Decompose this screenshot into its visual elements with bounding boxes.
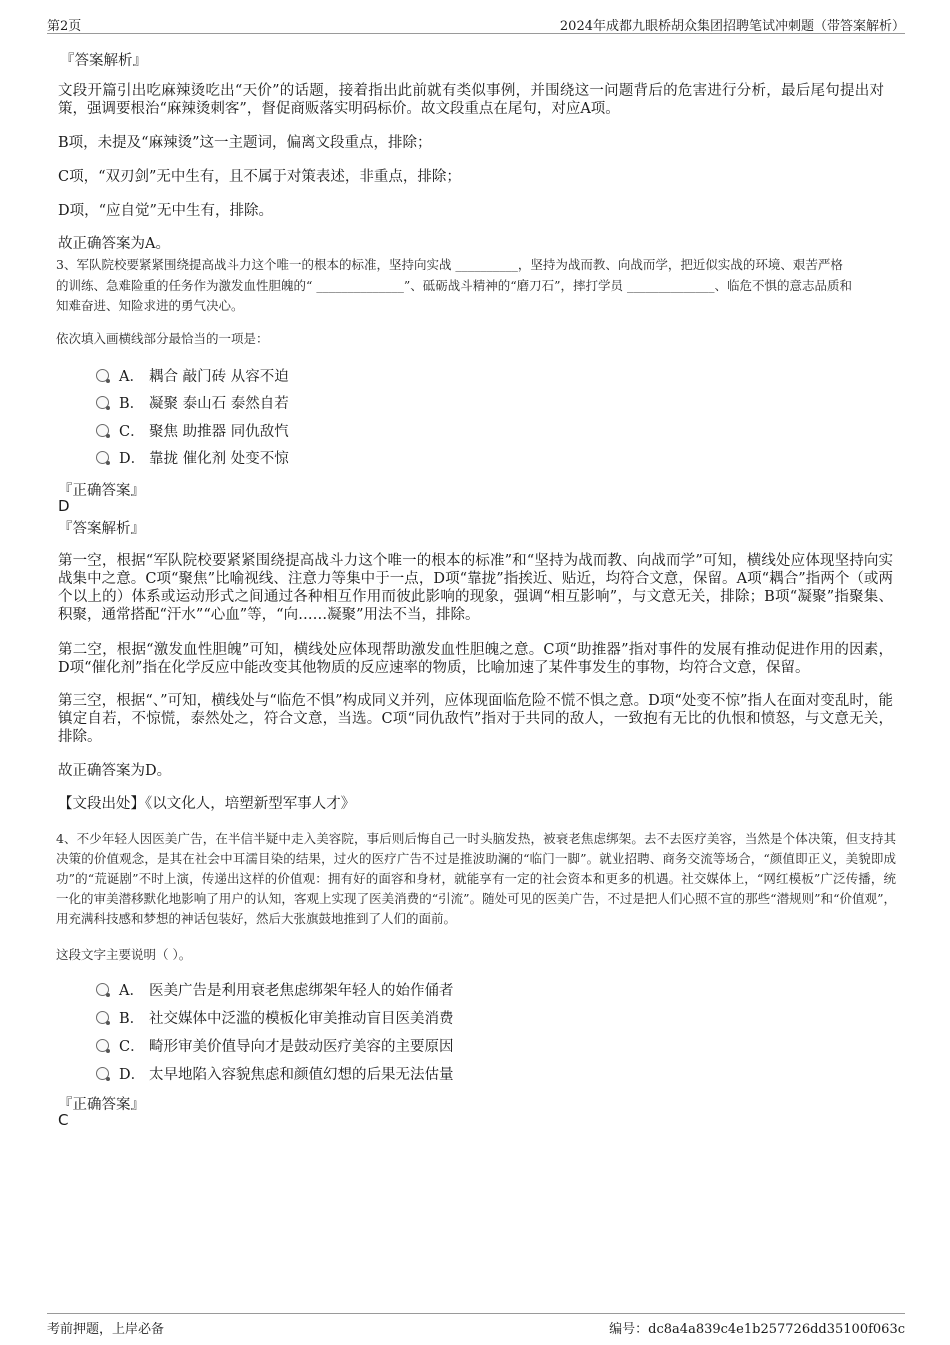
analysis-label: 『答案解析』 (60, 53, 147, 69)
radio-icon[interactable] (96, 396, 109, 409)
footer-slogan: 考前押题，上岸必备 (47, 1322, 165, 1337)
q3-option-c[interactable]: C． 聚焦 助推器 同仇敌忾 (96, 420, 289, 442)
correct-answer: C (58, 1111, 69, 1129)
q3-option-d[interactable]: D． 靠拢 催化剂 处变不惊 (96, 447, 289, 469)
q3-option-a[interactable]: A． 耦合 敲门砖 从容不迫 (96, 365, 289, 387)
question-3-stem-line: 知难奋进、知险求进的勇气决心。 (56, 298, 244, 313)
source-citation: 【文段出处】《以文化人，培塑新型军事人才》 (58, 796, 356, 812)
q3-option-b[interactable]: B． 凝聚 泰山石 泰然自若 (96, 392, 289, 414)
analysis-paragraph: 第一空，根据“军队院校要紧紧围绕提高战斗力这个唯一的根本的标准”和“坚持为战而教、向战而学”可知，横线处应体现坚持向实战集中之意。C项“聚焦”比喻视线、注意力等集中于一点，D项“靠拢”指挨近、贴近，均符合文意，保留。A项“耦合”指两个（或两个以上的）体系或运动形式之间通过各种相互作用而彼此影响的现象，强调“相互影响”，与文意无关，排除；B项“凝聚”指聚集、积聚，通常搭配“汗水”“心血”等，“向……凝聚”用法不当，排除。 (58, 553, 893, 623)
correct-answer-label: 『正确答案』 (58, 483, 145, 499)
analysis-label: 『答案解析』 (58, 521, 145, 537)
analysis-paragraph: 第三空，根据“、”可知，横线处与“临危不惧”构成同义并列，应体现面临危险不慌不惧之意。D项“处变不惊”指人在面对变乱时，能镇定自若，不惊慌，泰然处之，符合文意，当选。C项“同仇敌忾”指对于共同的敌人，一致抱有无比的仇恨和愤怒，与文意无关，排除。 (58, 693, 893, 745)
analysis-paragraph: 文段开篇引出吃麻辣烫吃出“天价”的话题，接着指出此前就有类似事例，并围绕这一问题背后的危害进行分析，最后尾句提出对策，强调要根治“麻辣烫刺客”，督促商贩落实明码标价。故文段重点在尾句，对应A项。 (58, 83, 884, 117)
page-number: 第2页 (47, 19, 82, 34)
radio-icon[interactable] (96, 983, 109, 996)
q4-option-b[interactable]: B． 社交媒体中泛滥的模板化审美推动盲目医美消费 (96, 1007, 454, 1029)
answer-conclusion: 故正确答案为A。 (58, 236, 170, 252)
radio-icon[interactable] (96, 1039, 109, 1052)
document-title: 2024年成都九眼桥胡众集团招聘笔试冲刺题（带答案解析） (559, 19, 905, 34)
answer-conclusion: 故正确答案为D。 (58, 763, 172, 779)
radio-icon[interactable] (96, 451, 109, 464)
radio-icon[interactable] (96, 424, 109, 437)
question-4-stem: 4、不少年轻人因医美广告，在半信半疑中走入美容院，事后则后悔自己一时头脑发热，被衰老焦虑绑架。去不去医疗美容，当然是个体决策，但支持其决策的价值观念，是其在社会中耳濡目染的结果，过火的医疗广告不过是推波助澜的“临门一脚”。就业招聘、商务交流等场合，“颜值即正义，美貌即成功”的“荒诞剧”不时上演，传递出这样的价值观：拥有好的面容和身材，就能享有一定的社会资本和更多的机遇。社交媒体上，“网红模板”广泛传播，统一化的审美潜移默化地影响了用户的认知，客观上实现了医美消费的“引流”。随处可见的医美广告，不过是把人们心照不宣的那些“潜规则”和“价值观”，用充满科技感和梦想的神话包装好，然后大张旗鼓地推到了人们的面前。 (56, 831, 896, 926)
question-3-prompt: 依次填入画横线部分最恰当的一项是： (56, 331, 269, 346)
analysis-paragraph: C项，“双刃剑”无中生有，且不属于对策表述，非重点，排除； (58, 169, 461, 185)
page-footer (47, 1313, 905, 1338)
q4-option-a[interactable]: A． 医美广告是利用衰老焦虑绑架年轻人的始作俑者 (96, 979, 454, 1001)
radio-icon[interactable] (96, 1011, 109, 1024)
page-header (47, 13, 905, 34)
q4-option-d[interactable]: D． 太早地陷入容貌焦虑和颜值幻想的后果无法估量 (96, 1063, 454, 1085)
q4-option-c[interactable]: C． 畸形审美价值导向才是鼓动医疗美容的主要原因 (96, 1035, 454, 1057)
document-id: 编号：dc8a4a839c4e1b257726dd35100f063c (609, 1322, 905, 1337)
analysis-paragraph: D项，“应自觉”无中生有，排除。 (58, 203, 273, 219)
radio-icon[interactable] (96, 369, 109, 382)
correct-answer-label: 『正确答案』 (58, 1097, 145, 1113)
question-4-prompt: 这段文字主要说明（ ）。 (56, 947, 192, 962)
question-3-stem-line: 3、军队院校要紧紧围绕提高战斗力这个唯一的根本的标准，坚持向实战 __________，坚持为战而教、向战而学，把近似实战的环境、艰苦严格 (56, 257, 843, 272)
correct-answer: D (58, 497, 70, 515)
analysis-paragraph: B项，未提及“麻辣烫”这一主题词，偏离文段重点，排除； (58, 135, 432, 151)
analysis-paragraph: 第二空，根据“激发血性胆魄”可知，横线处应体现帮助激发血性胆魄之意。C项“助推器”指对事件的发展有推动促进作用的因素，D项“催化剂”指在化学反应中能改变其他物质的反应速率的物质，比喻加速了某件事发生的事物，均符合文意，保留。 (58, 642, 893, 676)
radio-icon[interactable] (96, 1067, 109, 1080)
question-3-stem-line: 的训练、急难险重的任务作为激发血性胆魄的“ ______________”、砥砺战斗精神的“磨刀石”，摔打学员 ______________、临危不惧的意志品质和 (56, 278, 853, 293)
